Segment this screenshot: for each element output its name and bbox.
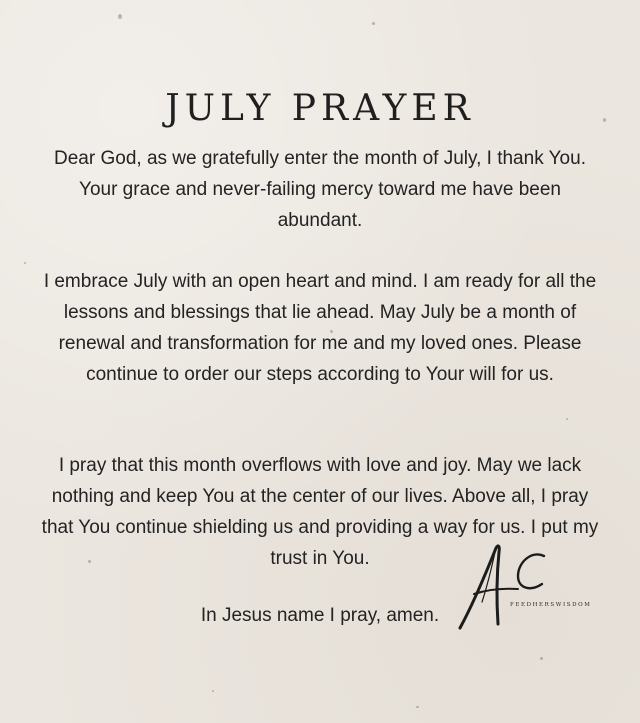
prayer-paragraph-2: I embrace July with an open heart and mind. I am ready for all the lessons and blessings that lie ahead. May July be a month of renewal and transformation for me and my loved ones. Please continue to order our steps according to Your will for us. [43, 271, 597, 385]
signature-tagline: FEEDHERSWISDOM [510, 602, 592, 608]
paper-speck [118, 14, 122, 19]
prayer-paragraph-3: I pray that this month overflows with love and joy. May we lack nothing and keep You at the center of our lives. Above all, I pray that You continue shielding us and providing a way for us. I put my trust in You. [41, 455, 599, 569]
paper-speck [212, 690, 214, 692]
prayer-paragraph-1: Dear God, as we gratefully enter the month of July, I thank You. Your grace and never-failing mercy toward me have been abundant. [54, 148, 586, 231]
page-title: JULY PRAYER [165, 88, 475, 129]
paper-speck [416, 706, 419, 708]
closing-line: In Jesus name I pray, amen. [200, 605, 440, 626]
paper-speck [566, 418, 568, 420]
paper-speck [540, 657, 543, 660]
paper-speck [372, 22, 375, 25]
paper-speck [24, 262, 26, 264]
signature-logo [452, 536, 592, 636]
